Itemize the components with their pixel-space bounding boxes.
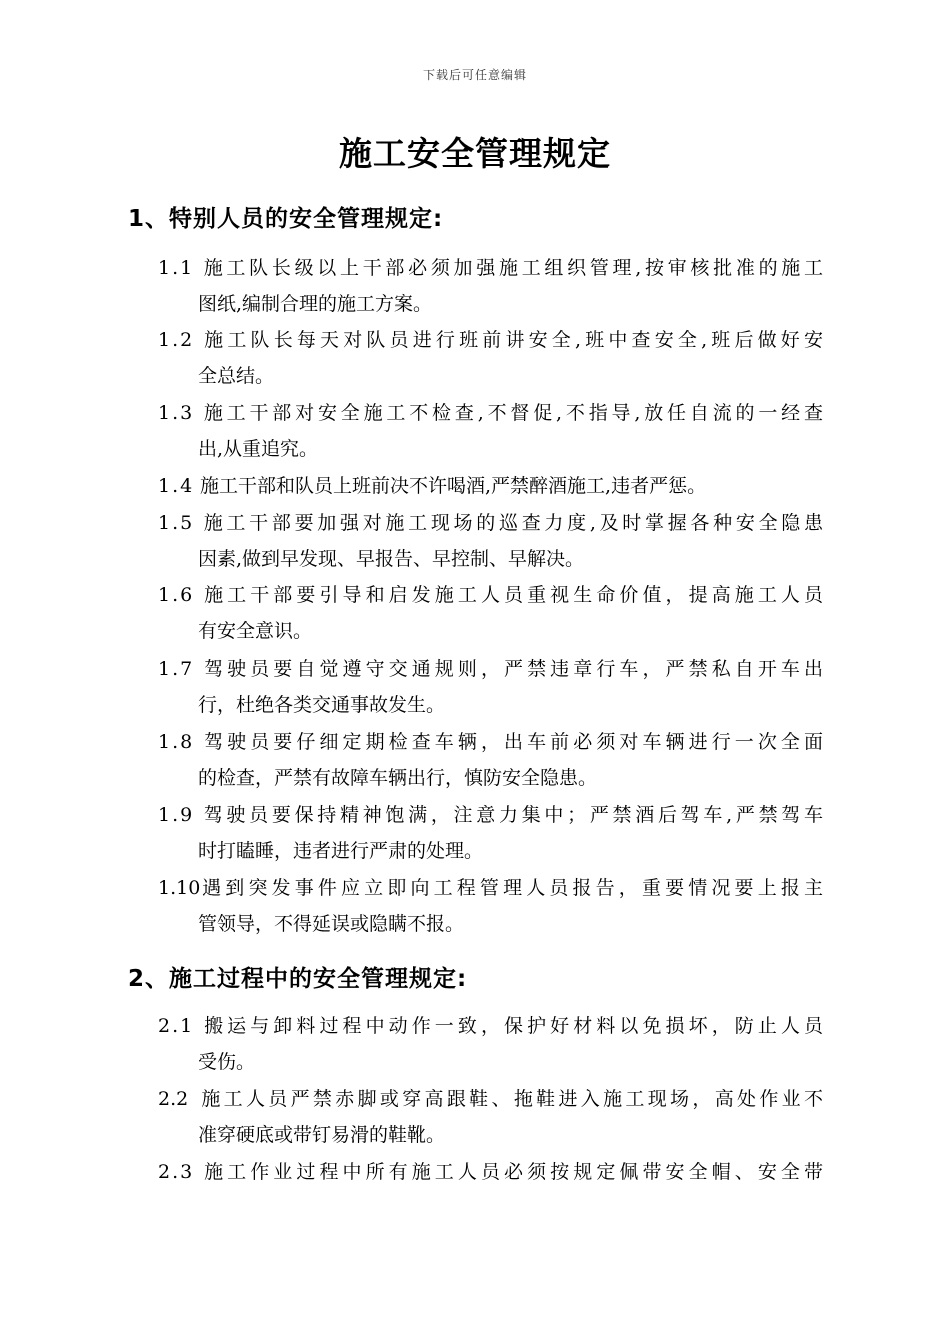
- clause-line: [158, 797, 823, 833]
- clause-text: 施工队长级以上干部必须加强施工组织管理,按审核批准的施工: [200, 257, 823, 279]
- clause-continuation: 时打瞌睡，违者进行严肃的处理。: [198, 840, 484, 862]
- clause-text: 施工干部要引导和启发施工人员重视生命价值，提高施工人员: [200, 584, 823, 606]
- clause-text: 施工人员严禁赤脚或穿高跟鞋、拖鞋进入施工现场，高处作业不: [198, 1088, 823, 1110]
- clause-2-1: [158, 1008, 823, 1080]
- clause-1-2: [158, 322, 823, 394]
- clause-line: [158, 724, 823, 760]
- clause-number: 1.2: [158, 329, 195, 351]
- clause-line: [158, 870, 823, 906]
- clause-number: 2.1: [158, 1015, 195, 1037]
- clause-text: 施工队长每天对队员进行班前讲安全,班中查安全,班后做好安: [200, 329, 823, 351]
- clause-continuation: 有安全意识。: [198, 620, 313, 642]
- clause-line: [158, 1008, 823, 1044]
- clause-continuation: 的检查，严禁有故障车辆出行，慎防安全隐患。: [198, 767, 598, 789]
- clause-text: 施工干部要加强对施工现场的巡查力度,及时掌握各种安全隐患: [200, 512, 823, 534]
- clause-continuation: 管领导，不得延误或隐瞒不报。: [198, 913, 465, 935]
- clause-number: 1.10: [158, 877, 201, 899]
- clause-number: 1.1: [158, 257, 195, 279]
- clause-line: [158, 505, 823, 541]
- clause-text: 驾驶员要自觉遵守交通规则，严禁违章行车，严禁私自开车出: [200, 658, 823, 680]
- header-note: 下载后可任意编辑: [422, 68, 527, 82]
- clause-1-7: [158, 651, 823, 723]
- clause-continuation: 全总结。: [198, 365, 275, 387]
- clause-1-3: [158, 395, 823, 467]
- clause-line: [158, 1081, 823, 1117]
- clause-text: 施工作业过程中所有施工人员必须按规定佩带安全帽、安全带: [200, 1161, 823, 1183]
- clause-2-3: [158, 1154, 823, 1190]
- clause-number: 1.4: [158, 475, 195, 497]
- clause-text: 驾驶员要仔细定期检查车辆，出车前必须对车辆进行一次全面: [200, 731, 823, 753]
- clause-1-4: [158, 468, 823, 504]
- clause-text: 施工干部和队员上班前决不许喝酒,严禁醉酒施工,违者严惩。: [200, 475, 707, 497]
- clause-1-10: [158, 870, 823, 942]
- clause-line: [158, 250, 823, 286]
- clause-text: 搬运与卸料过程中动作一致，保护好材料以免损坏，防止人员: [200, 1015, 823, 1037]
- clause-continuation: 因素,做到早发现、早报告、早控制、早解决。: [198, 548, 585, 570]
- clause-2-2: [158, 1081, 823, 1153]
- clause-number: 1.8: [158, 731, 195, 753]
- section-heading-2: 2、施工过程中的安全管理规定:: [128, 966, 468, 992]
- clause-number: 1.5: [158, 512, 195, 534]
- clause-number: 1.6: [158, 584, 195, 606]
- clause-1-5: [158, 505, 823, 577]
- clause-1-6: [158, 577, 823, 649]
- clause-1-1: [158, 250, 823, 322]
- clause-text: 施工干部对安全施工不检查,不督促,不指导,放任自流的一经查: [200, 402, 823, 424]
- clause-number: 1.9: [158, 804, 195, 826]
- clause-line: [158, 395, 823, 431]
- clause-number: 2.2: [158, 1088, 189, 1110]
- clause-line: [158, 651, 823, 687]
- clause-line: [158, 1154, 823, 1190]
- clause-text: 驾驶员要保持精神饱满，注意力集中；严禁酒后驾车,严禁驾车: [200, 804, 823, 826]
- clause-number: 1.3: [158, 402, 195, 424]
- clause-1-9: [158, 797, 823, 869]
- clause-continuation: 受伤。: [198, 1051, 256, 1073]
- clause-number: 2.3: [158, 1161, 195, 1183]
- section-heading-1: 1、特别人员的安全管理规定:: [128, 206, 444, 232]
- clause-line: [158, 322, 823, 358]
- clause-line: [158, 577, 823, 613]
- clause-text: 遇到突发事件应立即向工程管理人员报告，重要情况要上报主: [198, 877, 823, 899]
- clause-continuation: 准穿硬底或带钉易滑的鞋靴。: [198, 1124, 446, 1146]
- clause-number: 1.7: [158, 658, 195, 680]
- clause-continuation: 行，杜绝各类交通事故发生。: [198, 694, 446, 716]
- clause-continuation: 图纸,编制合理的施工方案。: [198, 293, 433, 315]
- clause-line: [158, 468, 823, 504]
- document-title: 施工安全管理规定: [339, 134, 611, 173]
- clause-continuation: 出,从重追究。: [198, 438, 319, 460]
- clause-1-8: [158, 724, 823, 796]
